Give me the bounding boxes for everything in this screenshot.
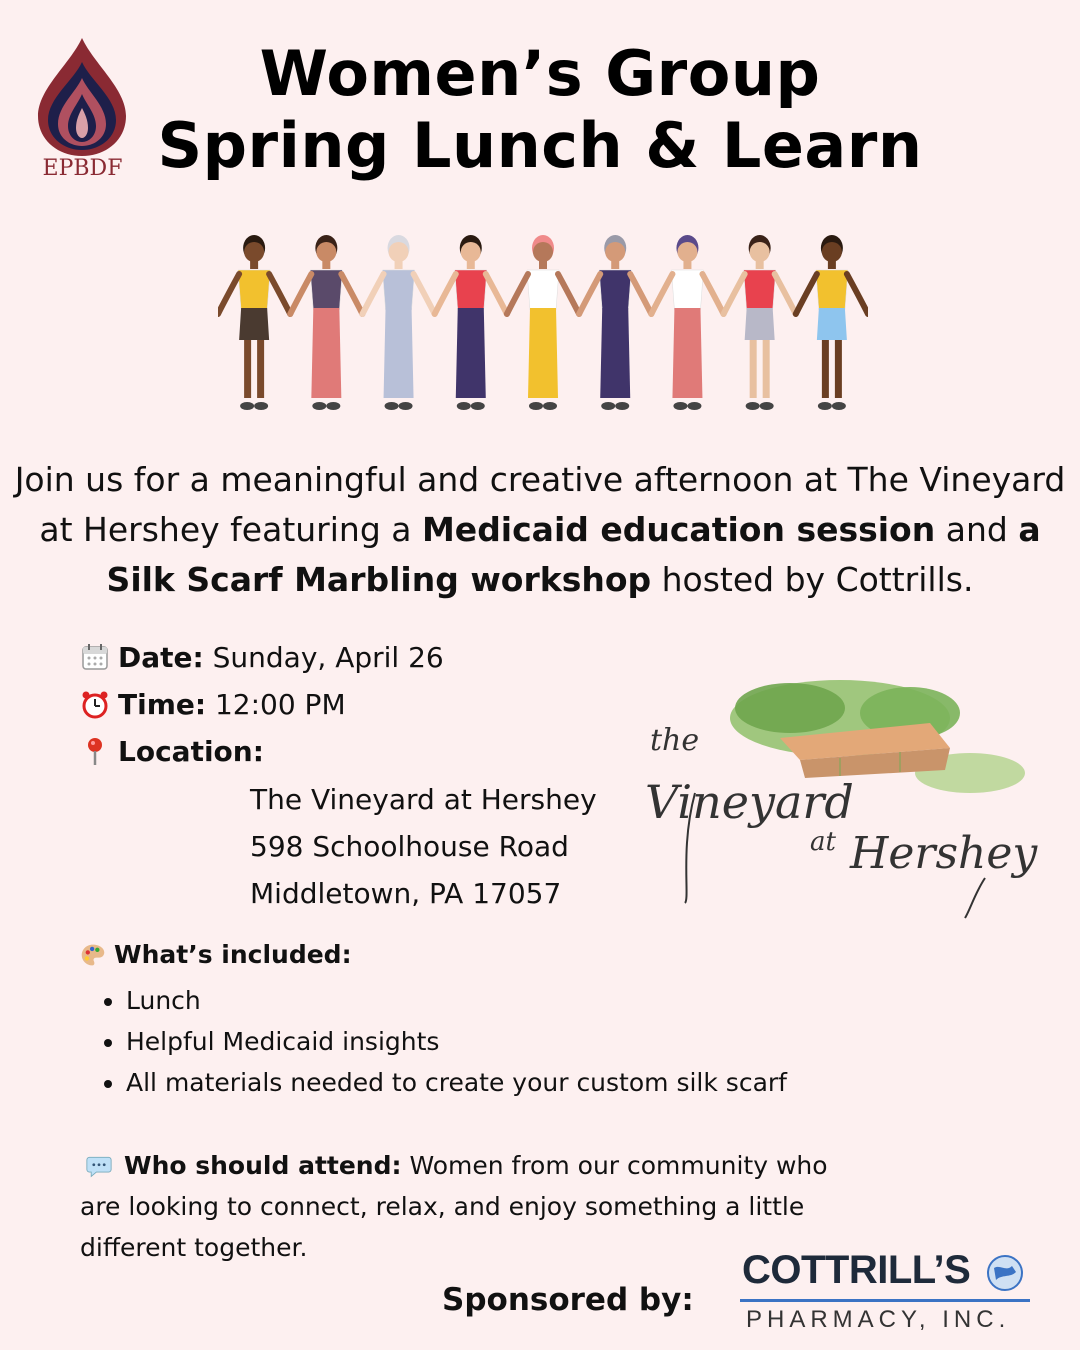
address-block	[250, 776, 597, 917]
bottom-shape	[311, 308, 341, 398]
intro-text-1: Join us for a meaningful and creative afternoon at The Vineyard at Hershey featuring a	[14, 460, 1066, 549]
intro-text-2: and	[935, 510, 1019, 549]
arm-shape	[414, 274, 435, 314]
included-heading	[80, 940, 352, 969]
speech-bubble-icon	[86, 1153, 112, 1179]
shoe-shape	[746, 402, 760, 410]
who-should-attend	[80, 1145, 840, 1268]
intro-bold-medicaid: Medicaid education session	[421, 510, 936, 549]
calendar-icon	[80, 642, 110, 672]
top-shape	[671, 270, 703, 310]
arm-shape	[847, 274, 868, 314]
time-label: Time:	[118, 688, 207, 721]
address-street: 598 Schoolhouse Road	[250, 830, 569, 863]
palette-icon	[80, 942, 106, 968]
epbdf-logo	[30, 34, 135, 194]
sponsor-label: Sponsored by:	[442, 1282, 694, 1318]
woman-figure	[579, 235, 651, 410]
date-row	[80, 640, 444, 676]
shoe-shape	[312, 402, 326, 410]
arm-shape	[435, 274, 456, 314]
top-shape	[816, 270, 848, 310]
cottrills-logo	[740, 1248, 1040, 1338]
arm-shape	[341, 274, 362, 314]
neck-shape	[322, 261, 330, 269]
head-shape	[244, 242, 264, 262]
top-shape	[455, 270, 487, 310]
woman-figure	[435, 235, 507, 410]
bottom-shape	[239, 308, 269, 340]
alarm-clock-icon	[80, 689, 110, 719]
address-venue: The Vineyard at Hershey	[250, 783, 597, 816]
shoe-shape	[457, 402, 471, 410]
neck-shape	[395, 261, 403, 269]
arm-shape	[775, 274, 796, 314]
vineyard-word-at: at	[810, 827, 836, 857]
date-label: Date:	[118, 641, 204, 674]
head-shape	[461, 242, 481, 262]
vineyard-at-hershey-logo	[640, 678, 1040, 923]
arm-shape	[579, 274, 600, 314]
head-shape	[822, 242, 842, 262]
included-item: • All materials needed to create your custom silk scarf	[126, 1062, 787, 1103]
arm-shape	[269, 274, 290, 314]
head-shape	[316, 242, 336, 262]
shoe-shape	[240, 402, 254, 410]
neck-shape	[467, 261, 475, 269]
shoe-shape	[254, 402, 268, 410]
blood-drop-icon	[30, 34, 135, 159]
bottom-shape	[817, 308, 847, 340]
intro-text-3: hosted by Cottrills.	[651, 560, 974, 599]
bottom-shape	[528, 308, 558, 398]
arm-shape	[724, 274, 745, 314]
shoe-shape	[760, 402, 774, 410]
head-shape	[677, 242, 697, 262]
title-line-2: Spring Lunch & Learn	[157, 109, 923, 182]
leg-shape	[835, 340, 842, 398]
head-shape	[605, 242, 625, 262]
time-value: 12:00 PM	[206, 688, 346, 721]
vineyard-word-vineyard: Vineyard	[645, 775, 854, 829]
page-title	[130, 38, 950, 182]
vineyard-word-hershey: Hershey	[850, 828, 1038, 879]
shoe-shape	[615, 402, 629, 410]
neck-shape	[828, 261, 836, 269]
arm-shape	[702, 274, 723, 314]
cottrills-subtitle: PHARMACY, INC.	[746, 1306, 1011, 1333]
leg-shape	[257, 340, 264, 398]
shoe-shape	[399, 402, 413, 410]
location-label: Location:	[118, 735, 264, 768]
woman-figure	[218, 235, 290, 410]
women-holding-hands-illustration	[218, 228, 868, 418]
arm-shape	[218, 274, 239, 314]
bottom-shape	[672, 308, 702, 398]
neck-shape	[756, 261, 764, 269]
vineyard-word-the: the	[650, 723, 700, 758]
bottom-shape	[456, 308, 486, 398]
top-shape	[527, 270, 559, 310]
neck-shape	[250, 261, 258, 269]
woman-figure	[724, 235, 796, 410]
address-city: Middletown, PA 17057	[250, 877, 562, 910]
woman-figure	[796, 235, 868, 410]
included-item: • Lunch	[126, 980, 787, 1021]
leg-shape	[763, 340, 770, 398]
top-shape	[383, 270, 415, 310]
neck-shape	[539, 261, 547, 269]
shoe-shape	[832, 402, 846, 410]
top-shape	[744, 270, 776, 310]
woman-figure	[362, 235, 434, 410]
logo-text: EPBDF	[42, 156, 123, 181]
leg-shape	[244, 340, 251, 398]
time-row	[80, 687, 346, 723]
top-shape	[310, 270, 342, 310]
woman-figure	[507, 235, 579, 410]
head-shape	[533, 242, 553, 262]
shoe-shape	[673, 402, 687, 410]
shoe-shape	[818, 402, 832, 410]
top-shape	[599, 270, 631, 310]
arm-shape	[630, 274, 651, 314]
shoe-shape	[471, 402, 485, 410]
intro-paragraph	[0, 455, 1080, 605]
arm-shape	[290, 274, 311, 314]
leg-shape	[822, 340, 829, 398]
arm-shape	[558, 274, 579, 314]
title-line-1: Women’s Group	[259, 37, 821, 110]
included-list	[100, 980, 787, 1103]
arm-shape	[651, 274, 672, 314]
arm-shape	[486, 274, 507, 314]
neck-shape	[683, 261, 691, 269]
date-value: Sunday, April 26	[203, 641, 444, 674]
globe-icon	[986, 1254, 1024, 1292]
pin-icon	[80, 736, 110, 766]
who-label: Who should attend:	[124, 1151, 402, 1180]
shoe-shape	[601, 402, 615, 410]
woman-figure	[651, 235, 723, 410]
shoe-shape	[543, 402, 557, 410]
shoe-shape	[687, 402, 701, 410]
included-item: • Helpful Medicaid insights	[126, 1021, 787, 1062]
leg-shape	[750, 340, 757, 398]
woman-figure	[290, 235, 362, 410]
who-text: Women from our community who are looking to connect, relax, and enjoy something a little different together.	[80, 1151, 828, 1262]
cottrills-name: COTTRILL’S	[742, 1248, 971, 1292]
arm-shape	[507, 274, 528, 314]
bottom-shape	[600, 308, 630, 398]
head-shape	[750, 242, 770, 262]
shoe-shape	[529, 402, 543, 410]
shoe-shape	[385, 402, 399, 410]
bottom-shape	[384, 308, 414, 398]
intro-bold-workshop: a Silk Scarf Marbling workshop	[106, 510, 1041, 599]
bottom-shape	[745, 308, 775, 340]
shoe-shape	[326, 402, 340, 410]
location-row	[80, 734, 264, 770]
cottrills-rule	[740, 1299, 1030, 1302]
head-shape	[389, 242, 409, 262]
neck-shape	[611, 261, 619, 269]
top-shape	[238, 270, 270, 310]
arm-shape	[796, 274, 817, 314]
arm-shape	[362, 274, 383, 314]
included-heading-text: What’s included:	[114, 940, 352, 969]
